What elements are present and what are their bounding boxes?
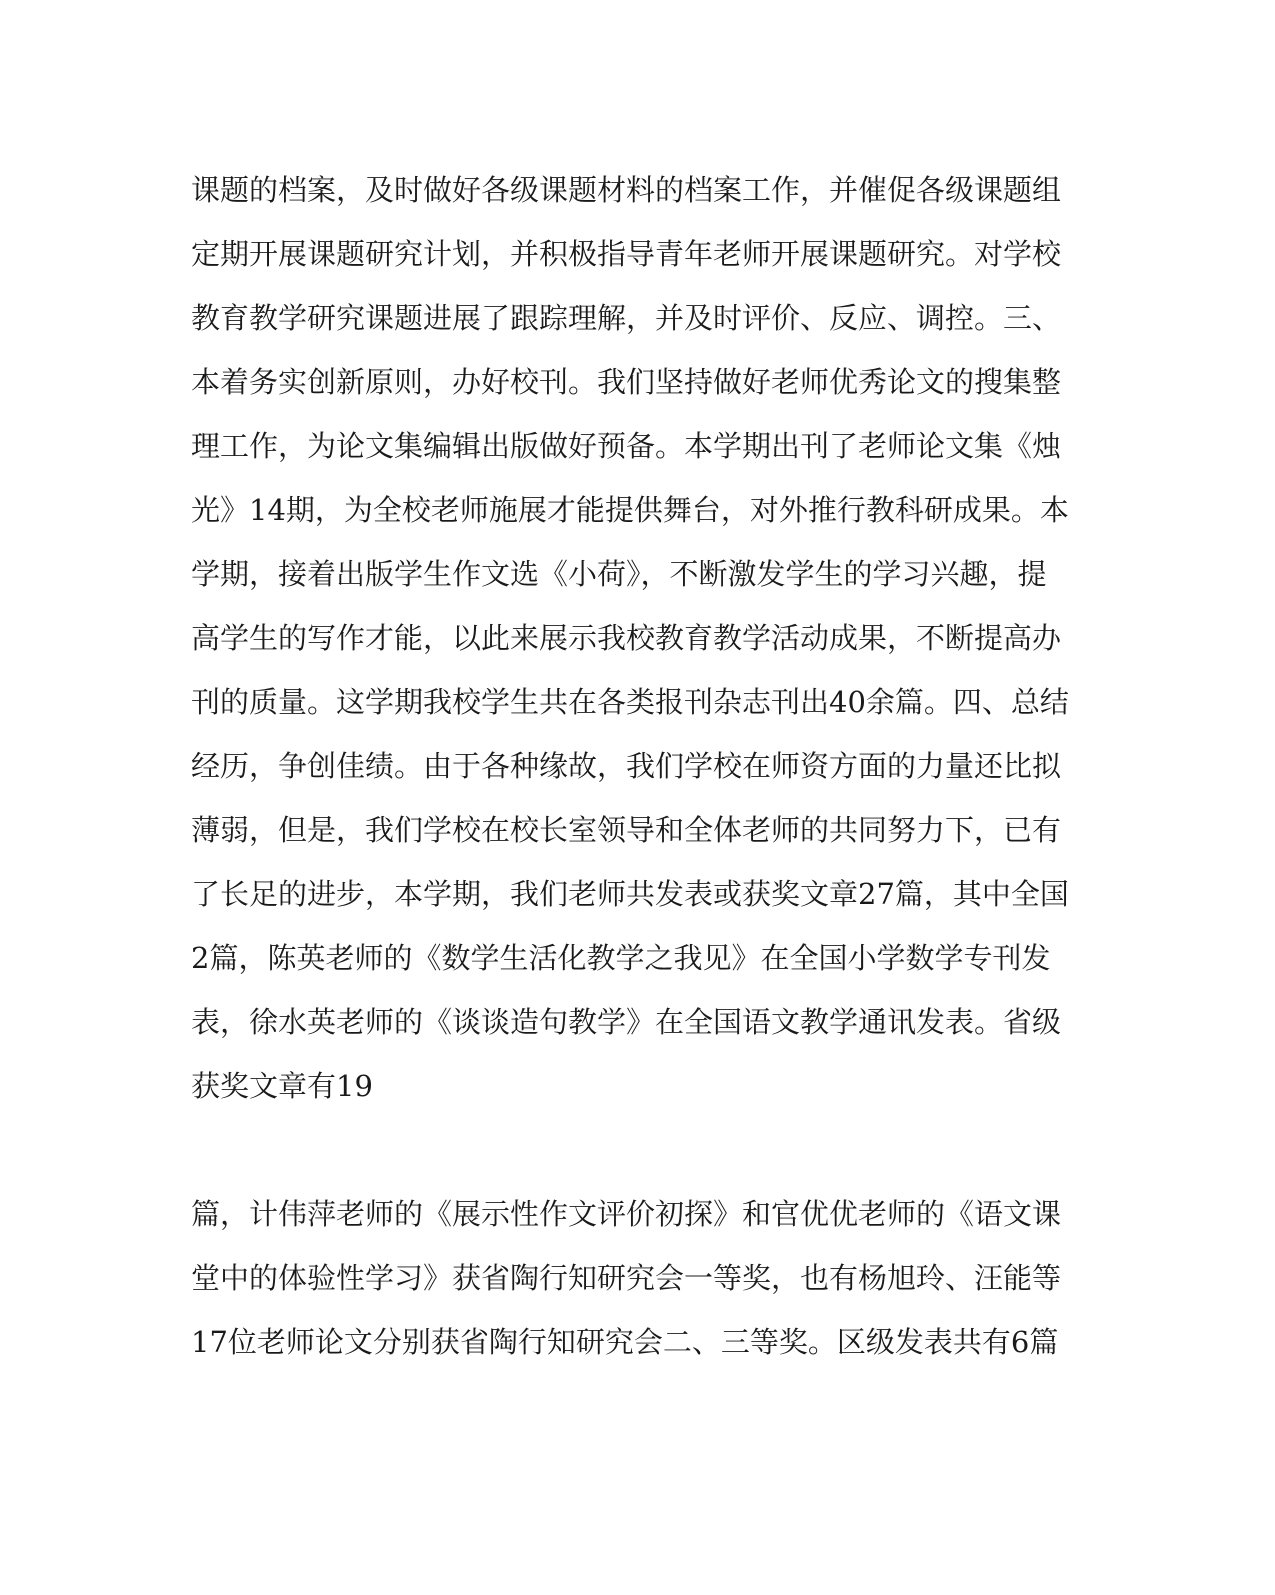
- text-line: 理工作，为论文集编辑出版做好预备。本学期出刊了老师论文集《烛: [191, 429, 1062, 463]
- text-line: 本着务实创新原则，办好校刊。我们坚持做好老师优秀论文的搜集整: [191, 365, 1062, 399]
- text-line: 光》14期，为全校老师施展才能提供舞台，对外推行教科研成果。本: [191, 493, 1069, 527]
- text-line: 了长足的进步，本学期，我们老师共发表或获奖文章27篇，其中全国: [191, 877, 1069, 911]
- text-line: 课题的档案，及时做好各级课题材料的档案工作，并催促各级课题组: [191, 173, 1062, 207]
- text-line: 刊的质量。这学期我校学生共在各类报刊杂志刊出40余篇。四、总结: [191, 685, 1069, 719]
- text-line: 17位老师论文分别获省陶行知研究会二、三等奖。区级发表共有6篇: [191, 1325, 1059, 1359]
- text-line: 薄弱，但是，我们学校在校长室领导和全体老师的共同努力下，已有: [191, 813, 1062, 847]
- text-line: 表，徐水英老师的《谈谈造句教学》在全国语文教学通讯发表。省级: [191, 1005, 1062, 1039]
- text-line: 篇，计伟萍老师的《展示性作文评价初探》和官优优老师的《语文课: [191, 1197, 1062, 1231]
- text-line: 2篇，陈英老师的《数学生活化教学之我见》在全国小学数学专刊发: [191, 941, 1051, 975]
- text-line: 经历，争创佳绩。由于各种缘故，我们学校在师资方面的力量还比拟: [191, 749, 1062, 783]
- text-line: 高学生的写作才能，以此来展示我校教育教学活动成果，不断提高办: [191, 621, 1062, 655]
- text-line: 定期开展课题研究计划，并积极指导青年老师开展课题研究。对学校: [191, 237, 1062, 271]
- text-line: 堂中的体验性学习》获省陶行知研究会一等奖，也有杨旭玲、汪能等: [191, 1261, 1062, 1295]
- text-line: 教育教学研究课题进展了跟踪理解，并及时评价、反应、调控。三、: [191, 301, 1062, 335]
- text-line: 获奖文章有19: [191, 1069, 373, 1103]
- text-line: 学期，接着出版学生作文选《小荷》，不断激发学生的学习兴趣，提: [191, 557, 1047, 591]
